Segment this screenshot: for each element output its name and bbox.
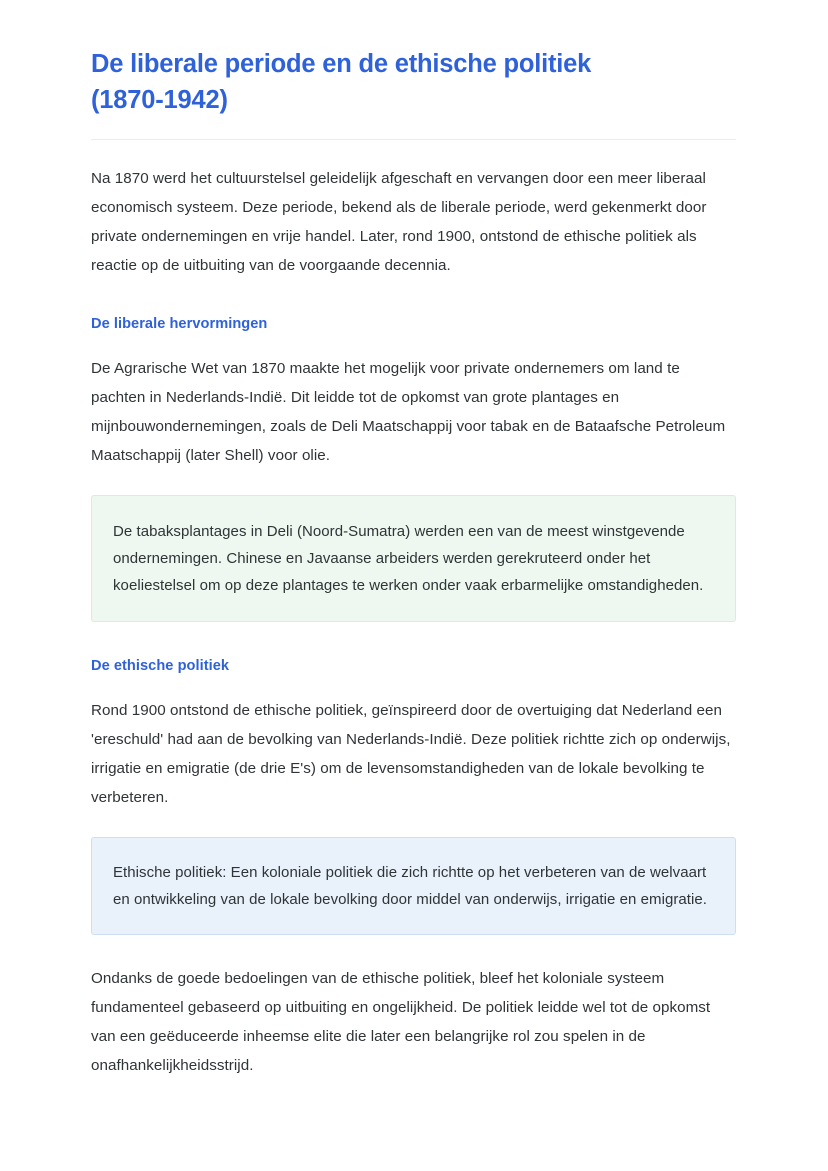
callout-box-blue [91, 837, 736, 935]
page-title [91, 46, 651, 118]
section-heading-ethische-politiek: De ethische politiek [91, 658, 230, 674]
article-content [91, 46, 737, 1080]
conclusion-paragraph: Ondanks de goede bedoelingen van de ethische politiek, bleef het koloniale systeem fundamenteel gebaseerd op uitbuiting en ongelijkheid. De politiek leidde wel tot de opkomst van een geëduceerde inheemse elite die later een belangrijke rol zou spelen in de onafhankelijkheidsstrijd. [91, 970, 711, 1074]
page-title-line-2: (1870-1942) [91, 86, 228, 114]
callout-green-text: De tabaksplantages in Deli (Noord-Sumatra) werden een van de meest winstgevende ondernemingen. Chinese en Javaanse arbeiders werden gerekruteerd onder het koeliestelsel om op deze plantages te werken onder vaak erbarmelijke omstandigheden. [113, 523, 704, 594]
callout-box-green [91, 495, 736, 622]
title-divider [91, 139, 736, 140]
section-heading-liberale-hervormingen: De liberale hervormingen [91, 316, 268, 332]
intro-paragraph: Na 1870 werd het cultuurstelsel geleidelijk afgeschaft en vervangen door een meer liberaal economisch systeem. Deze periode, bekend als de liberale periode, werd gekenmerkt door private ondernemingen en vrije handel. Later, rond 1900, ontstond de ethische politiek als reactie op de uitbuiting van de voorgaande decennia. [91, 170, 707, 274]
section-paragraph-liberale-hervormingen: De Agrarische Wet van 1870 maakte het mogelijk voor private ondernemers om land te pachten in Nederlands-Indië. Dit leidde tot de opkomst van grote plantages en mijnbouwondernemingen, zoals de Deli Maatschappij voor tabak en de Bataafsche Petroleum Maatschappij (later Shell) voor olie. [91, 360, 726, 464]
callout-blue-text: Ethische politiek: Een koloniale politiek die zich richtte op het verbeteren van de welvaart en ontwikkeling van de lokale bevolking door middel van onderwijs, irrigatie en emigratie. [113, 864, 707, 908]
page-title-line-1: De liberale periode en de ethische politiek [91, 50, 592, 78]
section-paragraph-ethische-politiek: Rond 1900 ontstond de ethische politiek, geïnspireerd door de overtuiging dat Nederland een 'ereschuld' had aan de bevolking van Nederlands-Indië. Deze politiek richtte zich op onderwijs, irrigatie en emigratie (de drie E's) om de levensomstandigheden van de lokale bevolking te verbeteren. [91, 702, 731, 806]
